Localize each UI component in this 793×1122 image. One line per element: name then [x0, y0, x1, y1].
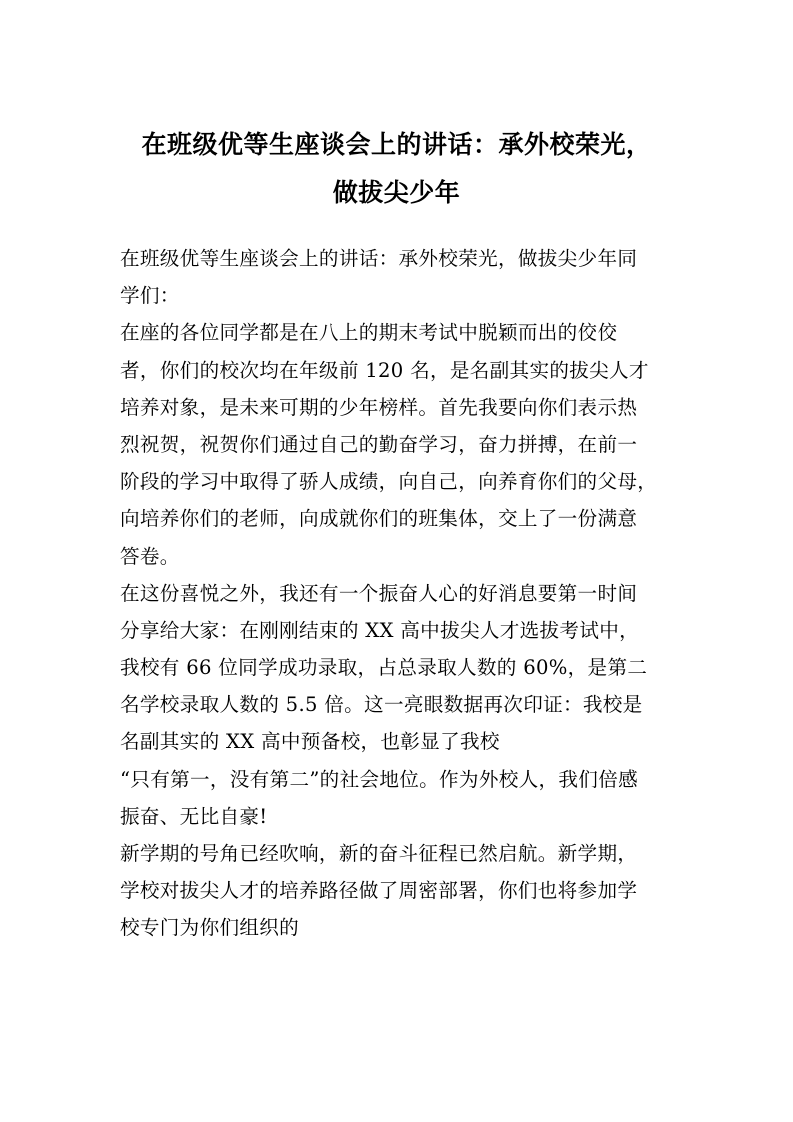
body-line: 振奋、无比自豪! [120, 804, 268, 828]
document-title [100, 121, 693, 217]
body-line: 学校对拔尖人才的培养路径做了周密部署，你们也将参加学 [120, 879, 638, 903]
body-line: 分享给大家：在刚刚结束的 XX 高中拔尖人才选拔考试中， [120, 618, 640, 642]
body-line: 者，你们的校次均在年级前 120 名，是名副其实的拔尖人才 [120, 358, 649, 382]
body-line: 新学期的号角已经吹响，新的奋斗征程已然启航。新学期， [120, 842, 638, 865]
body-line: 阶段的学习中取得了骄人成绩，向自己，向养育你们的父母， [120, 470, 658, 494]
body-line: 培养对象，是未来可期的少年榜样。首先我要向你们表示热 [120, 395, 638, 419]
document-body [120, 240, 676, 947]
body-line: 在座的各位同学都是在八上的期末考试中脱颖而出的佼佼 [120, 321, 618, 345]
body-line: 答卷。 [120, 544, 180, 568]
body-line: “只有第一，没有第二”的社会地位。作为外校人，我们倍感 [120, 767, 638, 791]
body-line: 学们： [120, 284, 180, 308]
body-line: 名学校录取人数的 5.5 倍。这一亮眼数据再次印证：我校是 [120, 693, 643, 717]
title-line-1: 在班级优等生座谈会上的讲话：承外校荣光， [141, 130, 652, 159]
body-line: 名副其实的 XX 高中预备校，也彰显了我校 [120, 730, 500, 754]
body-line: 校专门为你们组织的 [120, 916, 300, 940]
body-line: 烈祝贺，祝贺你们通过自己的勤奋学习，奋力拼搏，在前一 [120, 432, 638, 456]
title-line-2: 做拔尖少年 [332, 178, 461, 207]
body-line: 向培养你们的老师，向成就你们的班集体，交上了一份满意 [120, 507, 638, 531]
body-line: 在班级优等生座谈会上的讲话：承外校荣光，做拔尖少年同 [120, 247, 638, 270]
body-line: 我校有 66 位同学成功录取，占总录取人数的 60%，是第二 [120, 656, 648, 680]
body-line: 在这份喜悦之外，我还有一个振奋人心的好消息要第一时间 [120, 581, 638, 605]
